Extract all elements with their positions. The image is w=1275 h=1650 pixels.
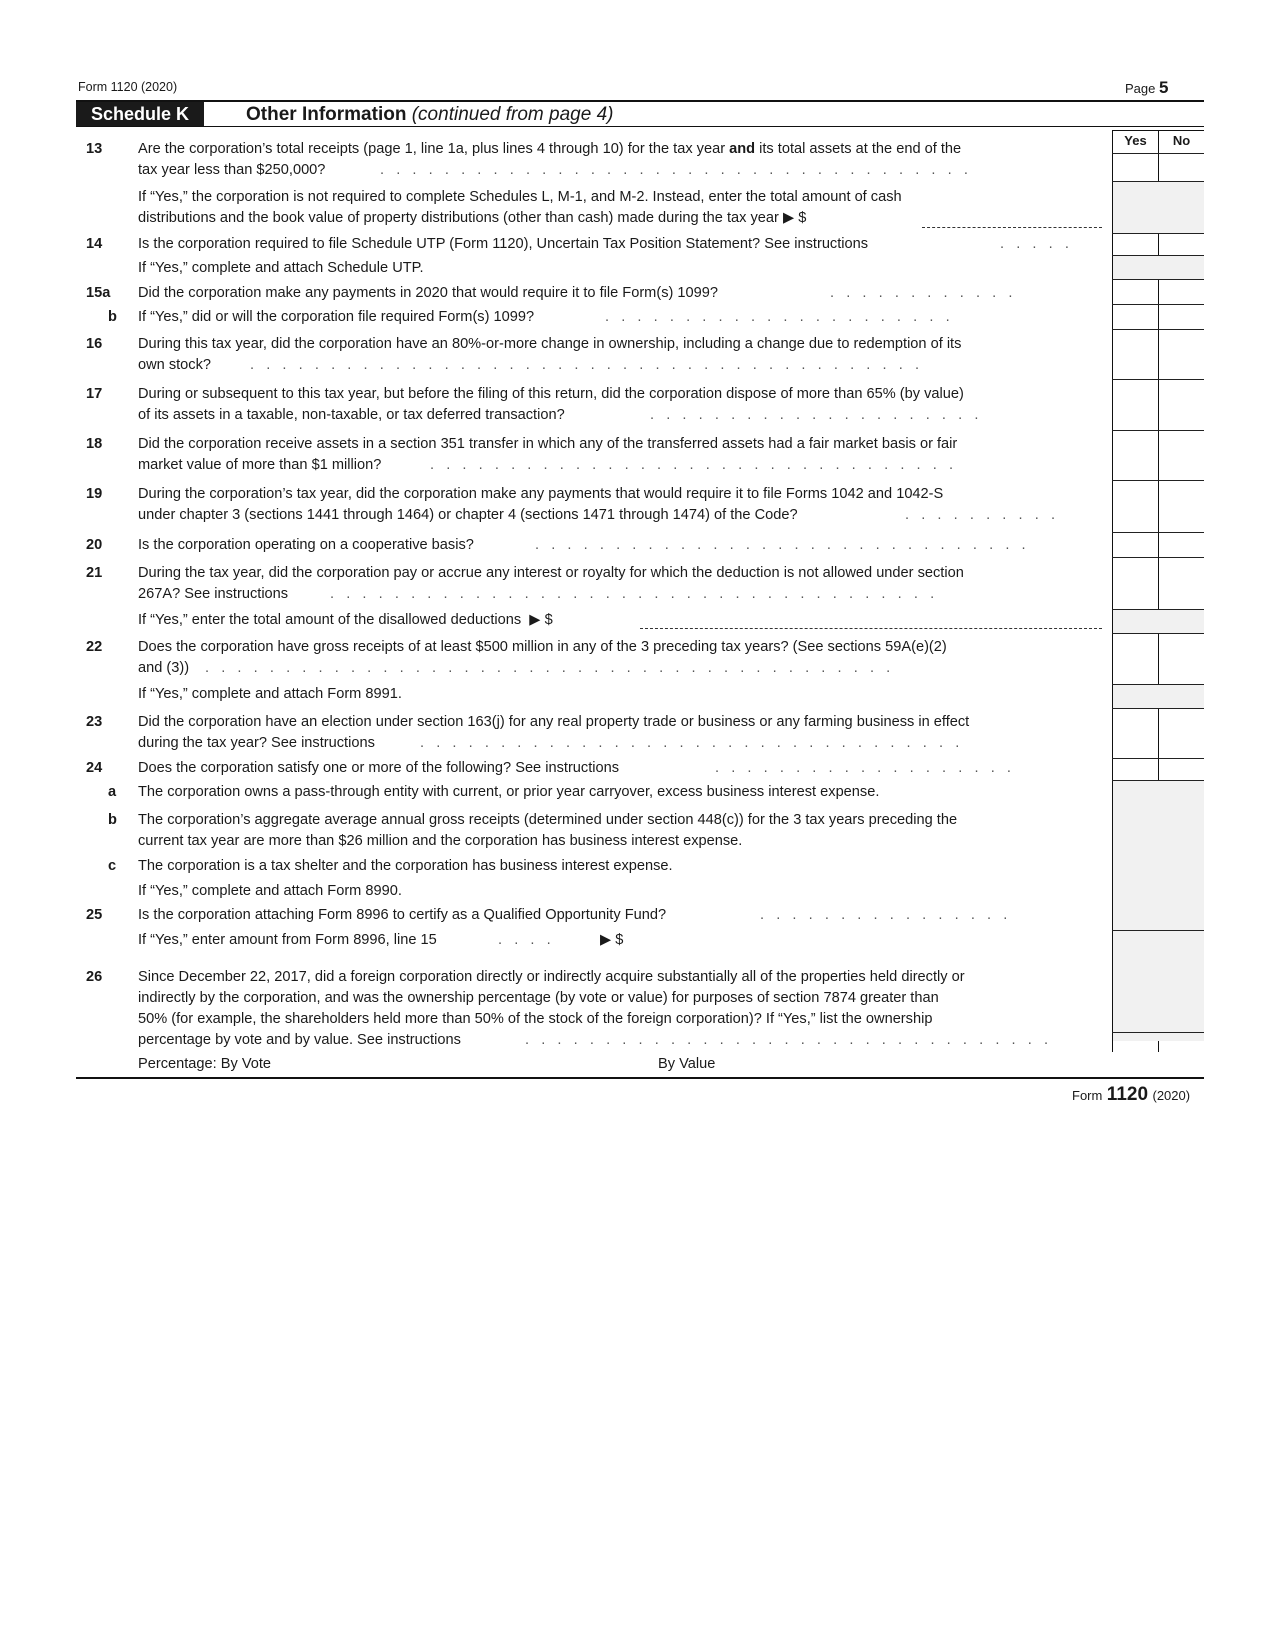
shade-13 (1113, 181, 1204, 233)
line-17-number: 17 (86, 386, 103, 402)
line-18-question-cont: market value of more than $1 million? (138, 457, 382, 473)
footer-year: (2020) (1152, 1088, 1191, 1103)
line-24b-text: The corporation’s aggregate average annual gross receipts (determined under section 448(c)) for the 3 tax years preceding the (138, 812, 958, 828)
line-20-number: 20 (86, 537, 103, 553)
shade-25 (1113, 931, 1204, 1041)
leader-dots: . . . . . . . . . . . . . . . . . . . . . . . . . . . . . . . . . . . . . (380, 162, 968, 178)
line-24a-number: a (108, 784, 117, 800)
leader-dots: . . . . . . . . . . . . . . . . . . . . . (650, 407, 979, 423)
line-18-question: Did the corporation receive assets in a section 351 transfer in which any of the transferred assets had a fair market basis or fair (138, 436, 958, 452)
leader-dots: . . . . . . . . . . . . . . . . (760, 907, 1008, 923)
line-13-note-cont: distributions and the book value of property distributions (other than cash) made during the tax year ▶ $ (138, 210, 807, 226)
line-25-marker: ▶ $ (600, 932, 624, 948)
line-21-question: During the tax year, did the corporation pay or accrue any interest or royalty for which the deduction is not allowed under section (138, 565, 964, 581)
line-24a-text: The corporation owns a pass-through entity with current, or prior year carryover, excess business interest expense. (138, 784, 880, 800)
yes-header: Yes (1124, 133, 1147, 148)
line-23-question-cont: during the tax year? See instructions (138, 735, 375, 751)
line-21-note: If “Yes,” enter the total amount of the disallowed deductions ▶ $ (138, 612, 553, 628)
line-14-number: 14 (86, 236, 103, 252)
shade-24 (1113, 780, 1204, 930)
line-26-question-2: indirectly by the corporation, and was the ownership percentage (by vote or value) for purposes of section 7874 greater than (138, 990, 939, 1006)
line-26-value-field[interactable] (730, 1072, 1100, 1073)
line-17-question: During or subsequent to this tax year, but before the filing of this return, did the corporation dispose of more than 65% (by value) (138, 386, 964, 402)
leader-dots: . . . . . . . . . . . . . . . . . . . . . . . . . . . . . . . . . . . . . . (330, 586, 935, 602)
line-16-number: 16 (86, 336, 103, 352)
line-21-amount-field[interactable] (640, 627, 1102, 629)
leader-dots: . . . . . . . . . . . . . . . . . . . . . . . . . . . . . . . . . . . . . . . . . . (250, 357, 920, 373)
line-24-number: 24 (86, 760, 103, 776)
footer-rule (76, 1077, 1204, 1079)
line-13-note: If “Yes,” the corporation is not required to complete Schedules L, M-1, and M-2. Instead, enter the total amount of cash (138, 189, 902, 205)
leader-dots: . . . . . . . . . . . . . . . . . . . . . . . . . . . . . . . . . (525, 1032, 1049, 1048)
shade-22 (1113, 684, 1204, 708)
line-15a-question: Did the corporation make any payments in 2020 that would require it to file Form(s) 1099? (138, 285, 718, 301)
line-22-question: Does the corporation have gross receipts of at least $500 million in any of the 3 preceding tax years? (See sections 59A(e)(2) (138, 639, 947, 655)
line-13-question: Are the corporation’s total receipts (page 1, line 1a, plus lines 4 through 10) for the tax year and its total assets at the end of the (138, 141, 962, 157)
line-23-question: Did the corporation have an election under section 163(j) for any real property trade or business or any farming business in effect (138, 714, 970, 730)
page-indicator (1125, 78, 1168, 98)
line-20-question: Is the corporation operating on a cooperative basis? (138, 537, 474, 553)
leader-dots: . . . . . . . . . . . . . . . . . . . . . . (605, 309, 950, 325)
line-22-question-cont: and (3)) (138, 660, 190, 676)
line-18-number: 18 (86, 436, 103, 452)
line-24c-number: c (108, 858, 117, 874)
form-id: Form 1120 (2020) (78, 80, 178, 94)
line-19-question: During the corporation’s tax year, did the corporation make any payments that would require it to file Forms 1042 and 1042-S (138, 486, 944, 502)
line-21-question-cont: 267A? See instructions (138, 586, 289, 602)
leader-dots: . . . . . . . . . . . . . . . . . . . . . . . . . . . . . . . (535, 537, 1026, 553)
shade-21 (1113, 609, 1204, 633)
line-13-question-cont: tax year less than $250,000? (138, 162, 326, 178)
line-26-question-3: 50% (for example, the shareholders held more than 50% of the stock of the foreign corporation)? If “Yes,” list the ownership (138, 1011, 933, 1027)
line-26-pct-value-label: By Value (658, 1056, 716, 1072)
line-25-note: If “Yes,” enter amount from Form 8996, line 15 (138, 932, 437, 948)
footer-form-number: 1120 (1106, 1084, 1149, 1105)
line-13-amount-field[interactable] (922, 226, 1102, 228)
line-15b-question: If “Yes,” did or will the corporation file required Form(s) 1099? (138, 309, 535, 325)
leader-dots: . . . . . . . . . . . . . . . . . . . . . . . . . . . . . . . . . (430, 457, 954, 473)
section-subtitle: (continued from page 4) (411, 104, 614, 125)
line-14-note: If “Yes,” complete and attach Schedule UTP. (138, 260, 424, 276)
schedule-badge: Schedule K (76, 102, 204, 126)
line-19-number: 19 (86, 486, 103, 502)
leader-dots: . . . . . (1000, 236, 1069, 252)
section-rule (76, 126, 1204, 127)
line-17-question-cont: of its assets in a taxable, non-taxable, or tax deferred transaction? (138, 407, 565, 423)
line-24b-number: b (108, 812, 117, 828)
section-title-row (246, 104, 613, 126)
footer-form-label (1072, 1084, 1190, 1106)
line-22-number: 22 (86, 639, 103, 655)
footer-form-word: Form (1072, 1088, 1103, 1103)
leader-dots: . . . . . . . . . . . . . . . . . . . (715, 760, 1011, 776)
leader-dots: . . . . (498, 932, 551, 948)
page-label: Page (1125, 81, 1156, 96)
line-22-note: If “Yes,” complete and attach Form 8991. (138, 686, 402, 702)
line-24c-text: The corporation is a tax shelter and the corporation has business interest expense. (138, 858, 673, 874)
leader-dots: . . . . . . . . . . . . . . . . . . . . . . . . . . . . . . . . . . (420, 735, 960, 751)
line-19-question-cont: under chapter 3 (sections 1441 through 1464) or chapter 4 (sections 1471 through 1474) of the Code? (138, 507, 798, 523)
line-13-number: 13 (86, 141, 103, 157)
line-26-number: 26 (86, 969, 103, 985)
line-26-vote-field[interactable] (300, 1072, 650, 1073)
header-rule (76, 100, 1204, 102)
line-14-question: Is the corporation required to file Schedule UTP (Form 1120), Uncertain Tax Position Statement? See instructions (138, 236, 869, 252)
leader-dots: . . . . . . . . . . . . . . . . . . . . . . . . . . . . . . . . . . . . . . . . . . . (205, 660, 891, 676)
line-25-question: Is the corporation attaching Form 8996 to certify as a Qualified Opportunity Fund? (138, 907, 667, 923)
line-21-number: 21 (86, 565, 103, 581)
line-16-question-cont: own stock? (138, 357, 212, 373)
line-15b-number: b (108, 309, 117, 325)
line-26-question: Since December 22, 2017, did a foreign corporation directly or indirectly acquire substantially all of the properties held directly or (138, 969, 965, 985)
section-title: Other Information (246, 104, 407, 125)
col-top (1112, 130, 1204, 131)
line-24b-text-cont: current tax year are more than $26 million and the corporation has business interest expense. (138, 833, 743, 849)
leader-dots: . . . . . . . . . . (905, 507, 1056, 523)
leader-dots: . . . . . . . . . . . . (830, 285, 1013, 301)
shade-14 (1113, 255, 1204, 279)
line-24-note: If “Yes,” complete and attach Form 8990. (138, 883, 402, 899)
line-23-number: 23 (86, 714, 103, 730)
line-24-question: Does the corporation satisfy one or more of the following? See instructions (138, 760, 620, 776)
page-number: 5 (1159, 78, 1169, 97)
no-header: No (1172, 133, 1191, 148)
line-16-question: During this tax year, did the corporation have an 80%-or-more change in ownership, including a change due to redemption of its (138, 336, 962, 352)
line-26-question-4: percentage by vote and by value. See instructions (138, 1032, 461, 1048)
line-25-number: 25 (86, 907, 103, 923)
line-26-pct-vote-label: Percentage: By Vote (138, 1056, 272, 1072)
line-15a-number: 15a (86, 285, 111, 301)
